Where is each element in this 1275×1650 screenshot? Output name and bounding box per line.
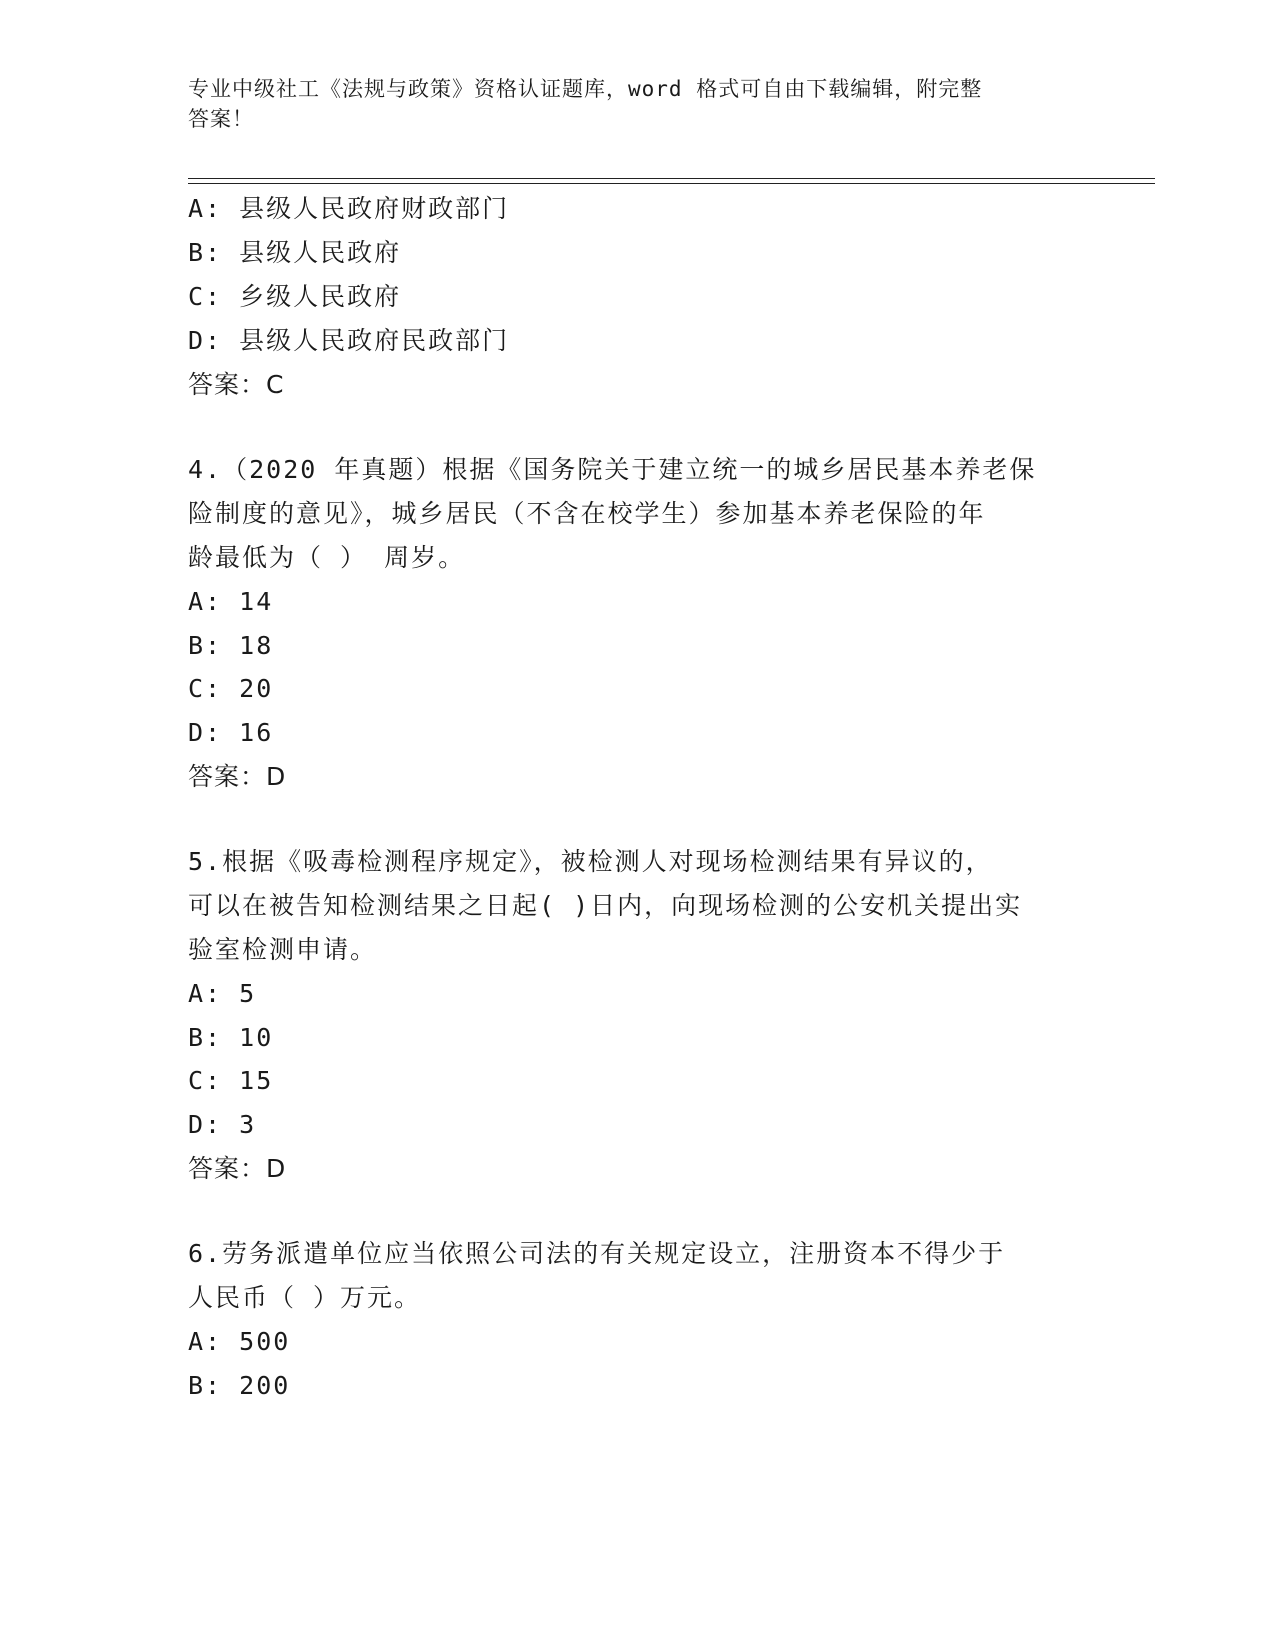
header-rule-top bbox=[188, 178, 1155, 179]
q5-option-c: C: 15 bbox=[188, 1066, 274, 1095]
document-header bbox=[188, 74, 1068, 134]
q6-option-b: B: 200 bbox=[188, 1371, 291, 1400]
header-line-2: 答案！ bbox=[188, 107, 254, 131]
q5-stem-line-2: 可以在被告知检测结果之日起( )日内，向现场检测的公安机关提出实 bbox=[188, 891, 1023, 920]
header-rule-bottom bbox=[188, 183, 1155, 184]
q4-stem-line-2: 险制度的意见》，城乡居民（不含在校学生）参加基本养老保险的年 bbox=[188, 499, 986, 528]
q4-answer: 答案：D bbox=[188, 762, 287, 791]
q4-option-a: A: 14 bbox=[188, 587, 274, 616]
q3-option-c: C: 乡级人民政府 bbox=[188, 282, 402, 311]
q6-option-a: A: 500 bbox=[188, 1327, 291, 1356]
q4-option-c: C: 20 bbox=[188, 674, 274, 703]
q5-answer: 答案：D bbox=[188, 1154, 287, 1183]
q3-option-d: D: 县级人民政府民政部门 bbox=[188, 326, 510, 355]
q4-stem-line-1: 4.（2020 年真题）根据《国务院关于建立统一的城乡居民基本养老保 bbox=[188, 455, 1037, 484]
q5-option-b: B: 10 bbox=[188, 1023, 274, 1052]
q3-answer: 答案：C bbox=[188, 370, 285, 399]
q6-stem-line-1: 6.劳务派遣单位应当依照公司法的有关规定设立，注册资本不得少于 bbox=[188, 1239, 1006, 1268]
q5-option-d: D: 3 bbox=[188, 1110, 257, 1139]
q3-option-a: A: 县级人民政府财政部门 bbox=[188, 194, 510, 223]
q4-option-d: D: 16 bbox=[188, 718, 274, 747]
header-line-1: 专业中级社工《法规与政策》资格认证题库，word 格式可自由下载编辑，附完整 bbox=[188, 77, 983, 101]
q4-stem-line-3: 龄最低为（ ） 周岁。 bbox=[188, 543, 466, 572]
q4-option-b: B: 18 bbox=[188, 631, 274, 660]
q6-stem-line-2: 人民币（ ）万元。 bbox=[188, 1283, 422, 1312]
q5-stem-line-3: 验室检测申请。 bbox=[188, 935, 378, 964]
q5-option-a: A: 5 bbox=[188, 979, 257, 1008]
q5-stem-line-1: 5.根据《吸毒检测程序规定》，被检测人对现场检测结果有异议的， bbox=[188, 847, 993, 876]
q3-option-b: B: 县级人民政府 bbox=[188, 238, 402, 267]
